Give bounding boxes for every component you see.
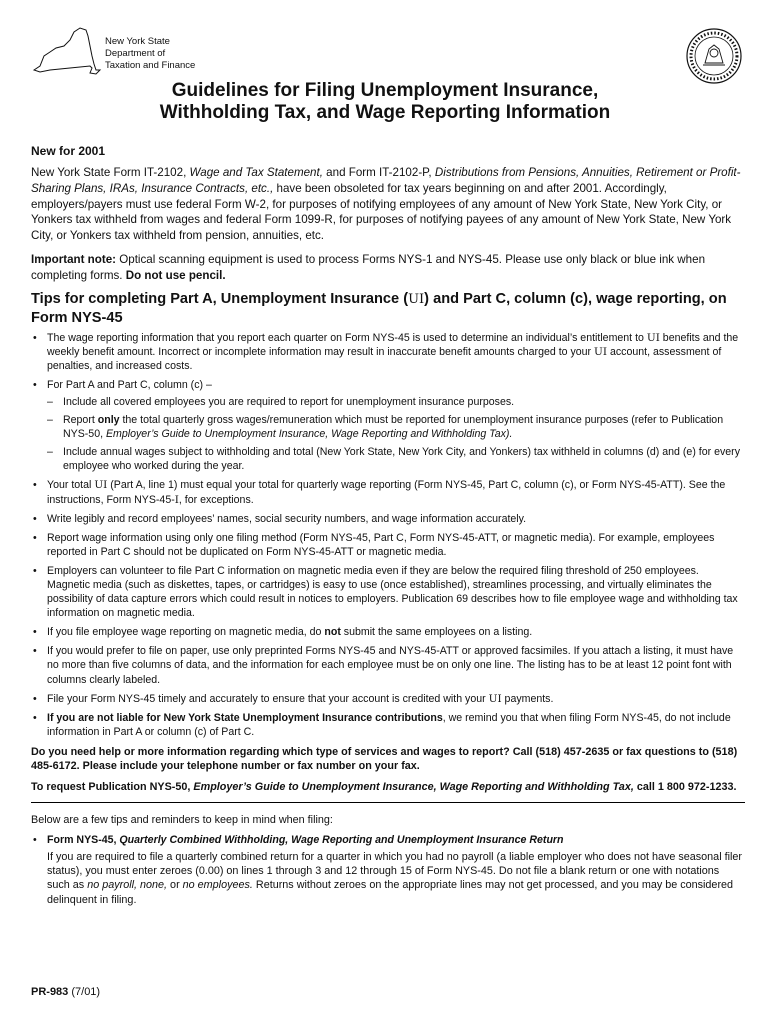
- state-seal-icon: [685, 27, 743, 85]
- text: The wage reporting information that you report each quarter on Form NYS-45 is used to determine an individual’s entitlement to: [47, 331, 647, 344]
- title-line-2: Withholding Tax, and Wage Reporting Information: [159, 102, 611, 123]
- list-item: [31, 564, 743, 620]
- agency-name: [105, 36, 195, 72]
- bullet: •: [33, 564, 37, 577]
- list-item: [31, 833, 743, 907]
- list-item: [31, 378, 743, 474]
- bullet: •: [33, 711, 37, 724]
- reminders-intro: Below are a few tips and reminders to keep in mind when filing:: [31, 814, 333, 827]
- bullet: •: [33, 692, 37, 705]
- list-item: [31, 625, 743, 639]
- text-italic: no payroll, none,: [87, 879, 168, 892]
- text: or: [167, 879, 183, 892]
- new-for-label: New for 2001: [31, 144, 106, 158]
- text-bold: If you are not liable for New York State Unemployment Insurance contributions: [47, 711, 443, 724]
- text: the total quarterly gross wages/remuneration which must be reported for unemployment insurance purposes (refer to Publication NYS-50,: [63, 414, 724, 441]
- section-divider: [31, 802, 745, 803]
- text: For Part A and Part C, column (c) –: [47, 378, 212, 391]
- bullet: •: [33, 645, 37, 658]
- text: Report wage information using only one filing method (Form NYS-45, Part C, Form NYS-45-ATT, or magnetic media). For example, employees reported in Part C should not be duplicated on Form NYS-45-ATT or magnetic media.: [47, 531, 715, 558]
- publication-request: [31, 780, 743, 795]
- list-item: [31, 644, 743, 686]
- text: Employers can volunteer to file Part C information on magnetic media even if they are below the required filing threshold of 250 employees. Magnetic media (such as diskettes, tapes, or cartridges) is easy to use (once established), streamlines processing, and virtually eliminates the possibility of data capture errors which could result in notices to employers. Publication 69 describes how to file employee wage and withholding tax information on magnetic media.: [47, 564, 738, 620]
- form-title: Quarterly Combined Withholding, Wage Reporting and Unemployment Insurance Return: [119, 834, 564, 847]
- form-title: Wage and Tax Statement,: [189, 166, 323, 179]
- list-item: [31, 531, 743, 559]
- text: Returns without zeroes on the appropriate lines may not get processed, and you may be considered delinquent in filing.: [47, 879, 734, 906]
- text-bold: not: [324, 626, 341, 639]
- text: have been obsoleted for tax years beginning on and after 2001. Accordingly, employers/payers must use federal Form W-2, for purposes of notifying employees of any amount of New York State, New York City, or Yonkers tax withheld from wages and federal Form 1099-R, for purposes of notifying payees of any amount of New York State, New York City, or Yonkers tax withheld from pension, annuities, etc.: [31, 181, 732, 243]
- list-item: [31, 692, 743, 706]
- text-bold: only: [97, 414, 120, 427]
- form-suffix: I: [174, 493, 179, 506]
- list-item: [31, 711, 743, 739]
- sub-list: [47, 395, 743, 473]
- text: call 1 800 972-1233.: [633, 780, 737, 793]
- text: Write legibly and record employees’ names, social security numbers, and wage information accurately.: [47, 512, 527, 525]
- text: ) and Part C, column (c), wage reporting, on Form NYS-45: [31, 290, 727, 326]
- publication-title: Employer’s Guide to Unemployment Insurance, Wage Reporting and Withholding Tax,: [193, 780, 634, 793]
- ui-abbrev: UI: [488, 692, 502, 705]
- text: Tips for completing Part A, Unemployment Insurance (: [31, 290, 409, 307]
- text: Report: [63, 414, 98, 427]
- sub-list-item: [47, 395, 743, 409]
- text: (Part A, line 1) must equal your total for quarterly wage reporting (Form NYS-45, Part C, column (c), or Form NYS-45-ATT). See the instructions, Form NYS-45-: [47, 479, 726, 506]
- dash: –: [47, 446, 53, 459]
- form-id: PR-983: [31, 986, 69, 998]
- reminders-list: [31, 833, 743, 907]
- page-title: [40, 80, 730, 124]
- text: Your total: [47, 479, 95, 492]
- form-date: (7/01): [68, 986, 101, 998]
- agency-line-3: Taxation and Finance: [105, 60, 196, 71]
- help-contact: Do you need help or more information regarding which type of services and wages to report? Call (518) 457-2635 or fax questions to (518) 485-6172. Please include your telephone number or fax number on your fax.: [31, 745, 738, 773]
- ui-abbrev: UI: [594, 345, 608, 358]
- text: If you would prefer to file on paper, use only preprinted Forms NYS-45 and NYS-45-ATT or approved facsimiles. If you attach a listing, it must have no more than five columns of data, and the information for each employee must be on only one line. The listing has to be at least 12 point font with columns clearly labeled.: [47, 645, 734, 686]
- text-bold: Do not use pencil.: [125, 268, 226, 282]
- list-item: [31, 478, 743, 506]
- sub-list-item: [47, 413, 743, 441]
- bullet: •: [33, 531, 37, 544]
- text: and Form IT-2102-P,: [322, 166, 435, 179]
- list-item: [31, 331, 743, 373]
- text: , for exceptions.: [178, 493, 254, 506]
- text-italic: no employees.: [182, 879, 253, 892]
- bullet: •: [33, 378, 37, 391]
- list-item: [31, 512, 743, 526]
- ui-abbrev: UI: [94, 479, 108, 492]
- new-for-paragraph: [31, 165, 743, 244]
- text: , we remind you that when filing Form NYS-45, do not include information in Part A or column (c) of Part C.: [47, 711, 731, 738]
- text: File your Form NYS-45 timely and accurately to ensure that your account is credited with your: [47, 692, 489, 705]
- bullet: •: [33, 479, 37, 492]
- footer: [31, 986, 100, 998]
- bullet: •: [33, 512, 37, 525]
- text: Optical scanning equipment is used to process Forms NYS-1 and NYS-45. Please use only black or blue ink when completing forms.: [31, 252, 706, 282]
- text: New York State Form IT-2102,: [31, 166, 190, 179]
- ui-abbrev: UI: [408, 291, 425, 307]
- dash: –: [47, 395, 53, 408]
- text: Include annual wages subject to withholding and total (New York State, New York City, and Yonkers) tax withheld in columns (d) and (e) for every employee who worked during the year.: [63, 446, 740, 473]
- tips-heading: [31, 290, 743, 327]
- agency-line-2: Department of: [105, 48, 166, 59]
- text: payments.: [501, 692, 554, 705]
- text: account, assessment of penalties, and increased costs.: [47, 345, 722, 372]
- reminder-paragraph: [47, 850, 743, 908]
- document-body: [31, 143, 743, 912]
- text: submit the same employees on a listing.: [340, 626, 533, 639]
- text: To request Publication NYS-50,: [31, 780, 194, 793]
- title-line-1: Guidelines for Filing Unemployment Insurance,: [171, 80, 599, 101]
- dash: –: [47, 414, 53, 427]
- bullet: •: [33, 331, 37, 344]
- new-york-state-map-icon: [30, 26, 102, 78]
- form-label: Form NYS-45,: [47, 834, 120, 847]
- important-note-label: Important note:: [31, 252, 117, 266]
- text: If you are required to file a quarterly combined return for a quarter in which you had no payroll (a liable employer who does not have seasonal filer status), you must enter zeroes (0.00) on lines 1 through 3 and 12 through 15 of Form NYS-45. Do not file a blank return or one with notations such as: [47, 850, 742, 892]
- publication-title: Employer’s Guide to Unemployment Insurance, Wage Reporting and Withholding Tax).: [105, 428, 513, 441]
- tips-list: [31, 331, 743, 739]
- text: benefits and the weekly benefit amount. Incorrect or incomplete information may result in inaccurate benefit amounts charged to your: [47, 331, 739, 358]
- form-title: Distributions from Pensions, Annuities, Retirement or Profit-Sharing Plans, IRAs, Insurance Contracts, etc.,: [31, 166, 741, 195]
- bullet: •: [33, 626, 37, 639]
- bullet: •: [33, 834, 37, 847]
- text: If you file employee wage reporting on magnetic media, do: [47, 626, 325, 639]
- important-note: [31, 252, 743, 284]
- sub-list-item: [47, 445, 743, 473]
- agency-line-1: New York State: [105, 36, 170, 47]
- text: Include all covered employees you are required to report for unemployment insurance purposes.: [63, 395, 515, 408]
- header: [30, 22, 750, 82]
- ui-abbrev: UI: [646, 331, 660, 344]
